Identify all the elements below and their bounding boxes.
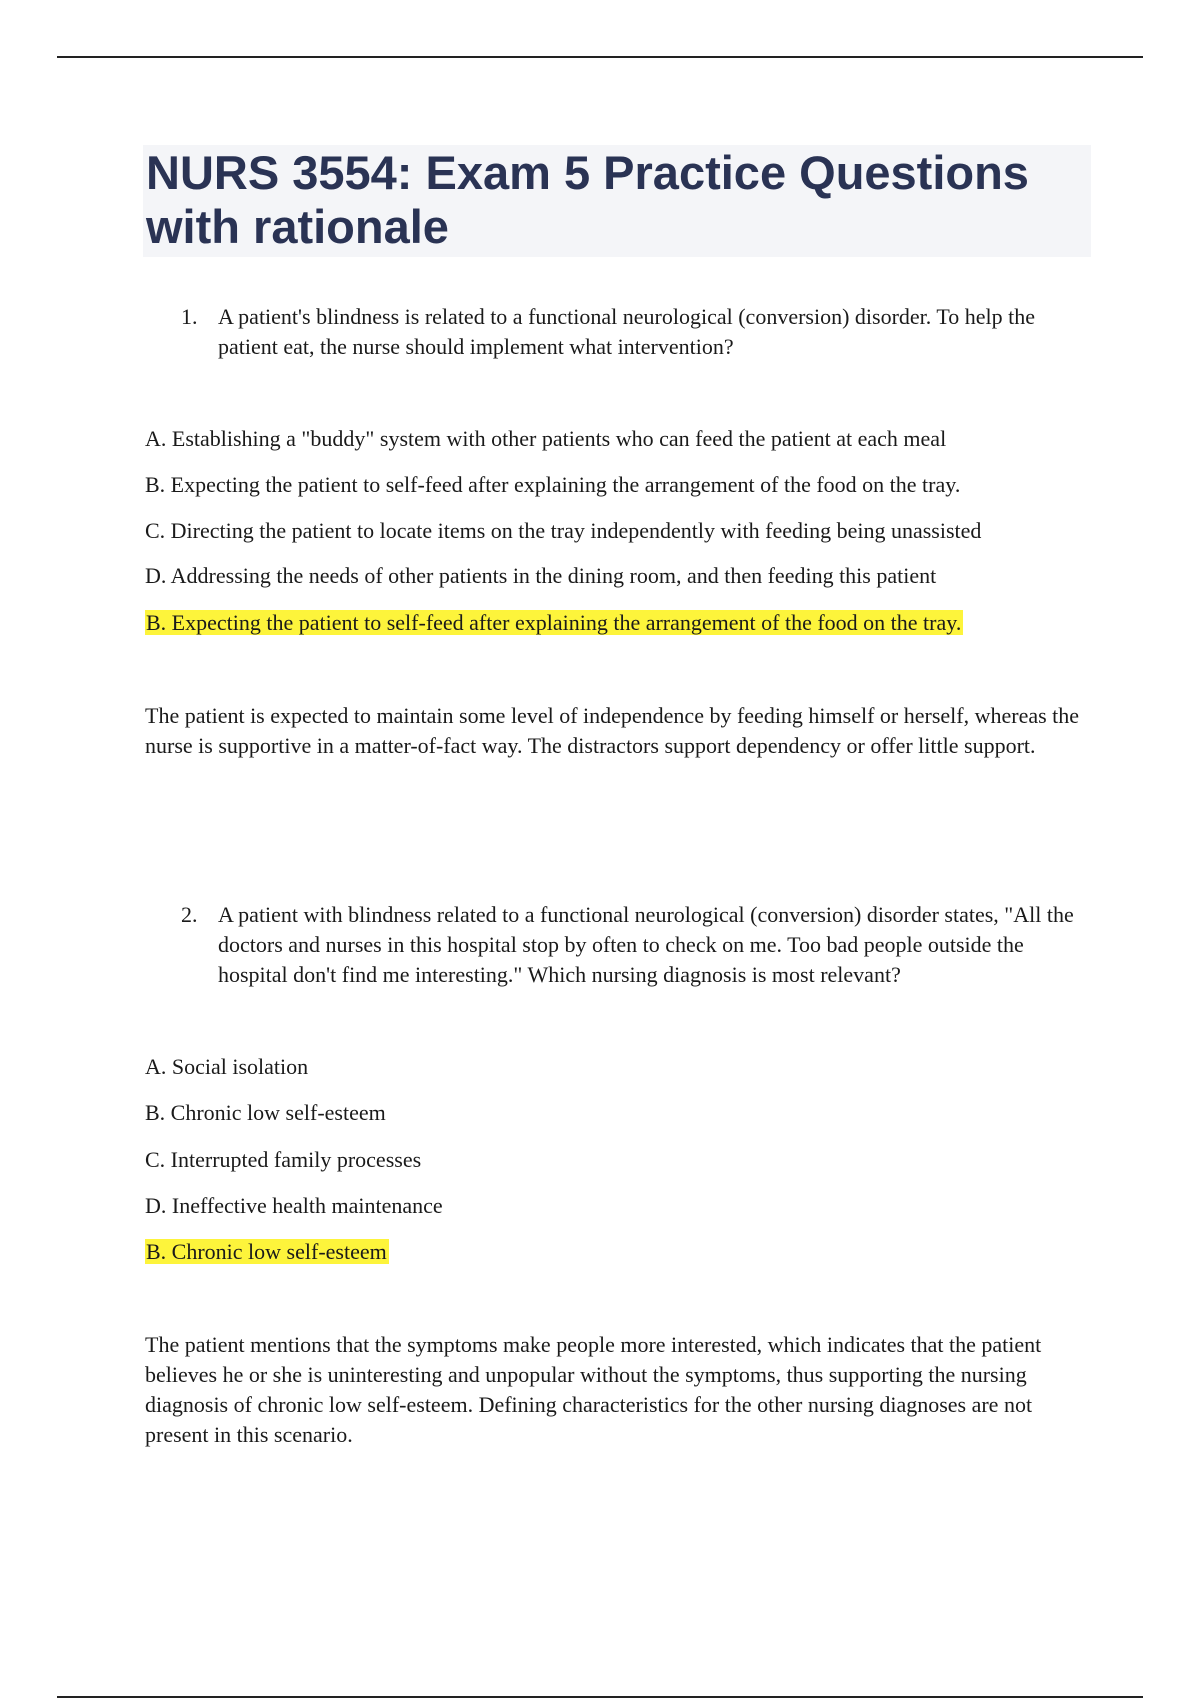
question-2-rationale: The patient mentions that the symptoms make people more interested, which indicates that the patient believes he or she is uninteresting and unpopular without the symptoms, thus supporting the nursing diagnosis of chronic low self-esteem. Defining characteristics for the other nursing diagnoses are not present in this scenario.: [145, 1332, 1042, 1447]
question-1-option-c: C. Directing the patient to locate items on the tray independently with feeding being unassisted: [145, 518, 982, 543]
question-1-answer: [145, 608, 963, 638]
question-1-answer-highlight: B. Expecting the patient to self-feed after explaining the arrangement of the food on the tray.: [146, 610, 962, 635]
page-title: NURS 3554: Exam 5 Practice Questions with rationale: [146, 146, 1029, 253]
question-1-text: A patient's blindness is related to a functional neurological (conversion) disorder. To help the patient eat, the nurse should implement what intervention?: [218, 304, 1036, 359]
question-2-text: A patient with blindness related to a functional neurological (conversion) disorder states, "All the doctors and nurses in this hospital stop by often to check on me. Too bad people outside the hospital don't find me interesting." Which nursing diagnosis is most relevant?: [218, 902, 1074, 987]
question-2-option-a: A. Social isolation: [145, 1054, 309, 1079]
question-2-option-d: D. Ineffective health maintenance: [145, 1193, 443, 1218]
question-2-number: 2.: [181, 902, 198, 927]
question-2-answer: [145, 1237, 389, 1267]
question-2-option-c: C. Interrupted family processes: [145, 1147, 422, 1172]
question-1-option-b: B. Expecting the patient to self-feed after explaining the arrangement of the food on the tray.: [145, 472, 961, 497]
question-2-answer-highlight: B. Chronic low self-esteem: [146, 1239, 387, 1264]
question-1-option-d: D. Addressing the needs of other patients in the dining room, and then feeding this patient: [145, 563, 937, 588]
question-2-option-b: B. Chronic low self-esteem: [145, 1100, 386, 1125]
question-1-rationale: The patient is expected to maintain some level of independence by feeding himself or herself, whereas the nurse is supportive in a matter-of-fact way. The distractors support dependency or offer little support.: [145, 703, 1080, 758]
bottom-rule: [57, 1696, 1143, 1698]
top-rule: [57, 56, 1143, 58]
question-1-number: 1.: [181, 304, 198, 329]
question-1-option-a: A. Establishing a "buddy" system with other patients who can feed the patient at each meal: [145, 426, 947, 451]
